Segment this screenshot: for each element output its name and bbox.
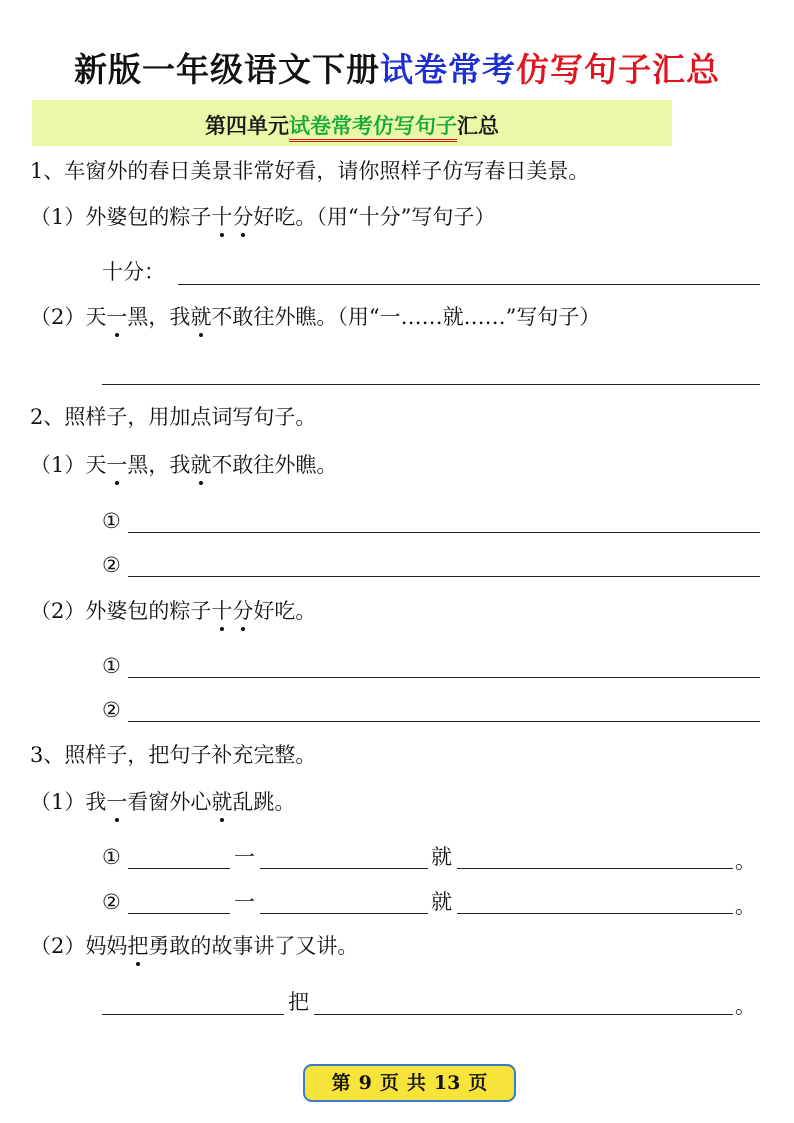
subtitle-part2: 试卷常考仿写句子 xyxy=(289,113,457,142)
subtitle-part3: 汇总 xyxy=(457,113,499,138)
q2-sub1-num: （1） xyxy=(30,453,86,477)
q3-row2-blank-2[interactable] xyxy=(260,913,428,914)
q3-stem: 3、照样子，把句子补充完整。 xyxy=(30,743,317,767)
q2-sub2-num: （2） xyxy=(30,599,86,623)
q3-sub2-period: 。 xyxy=(735,994,756,1018)
q1-sub1-num: （1） xyxy=(30,205,86,229)
footer-ye2: 页 xyxy=(468,1072,488,1094)
q1-answer-label: 十分： xyxy=(102,260,165,284)
subtitle xyxy=(32,110,672,140)
q1-sub2-text-b: 黑，我 xyxy=(127,305,191,329)
q1-sub2-text-a: 天 xyxy=(85,305,107,329)
q3-sub2-blank-2[interactable] xyxy=(314,1014,733,1015)
footer-gong: 共 xyxy=(406,1072,426,1094)
title-part2: 试卷常考 xyxy=(380,50,516,89)
q1-sub2-text-c: 不敢往外瞧。（用“一……就……”写句子） xyxy=(211,305,601,329)
q3-row2-blank-1[interactable] xyxy=(128,913,230,914)
q3-row1-jiu: 就 xyxy=(431,845,452,869)
q1-answer-line-2[interactable] xyxy=(102,384,760,385)
q1-sub1-text-a: 外婆包的粽子 xyxy=(85,205,212,229)
q3-sub2 xyxy=(30,932,358,960)
q3-sub2-dotted-char: 把 xyxy=(127,934,149,958)
footer-ye: 页 xyxy=(379,1072,399,1094)
q3-row2-jiu: 就 xyxy=(431,890,452,914)
q3-sub1-text-c: 乱跳。 xyxy=(232,790,296,814)
q2-sub1-marker-2: ② xyxy=(102,553,121,577)
q2-sub1-text-c: 不敢往外瞧。 xyxy=(211,453,338,477)
q2-sub1-text-b: 黑，我 xyxy=(127,453,191,477)
q1-sub2-num: （2） xyxy=(30,305,86,329)
q2-sub1-answer-line-1[interactable] xyxy=(128,532,760,533)
q3-sub1-dotted-char: 就 xyxy=(211,790,233,814)
q3-sub1-text-b: 看窗外心 xyxy=(127,790,212,814)
q3-marker-1: ① xyxy=(102,845,121,869)
q2-sub1-text-a: 天 xyxy=(85,453,107,477)
q2-sub2-answer-line-1[interactable] xyxy=(128,677,760,678)
q3-sub2-text-b: 勇敢的故事讲了又讲。 xyxy=(148,934,359,958)
q3-row1-yi: 一 xyxy=(234,845,255,869)
q3-row1-blank-3[interactable] xyxy=(457,868,733,869)
q3-sub2-blank-1[interactable] xyxy=(102,1014,284,1015)
q1-sub2 xyxy=(30,303,600,331)
q2-sub2-marker-2: ② xyxy=(102,698,121,722)
title-part1: 新版一年级语文下册 xyxy=(74,50,380,89)
q2-sub2-dotted-char: 十 xyxy=(211,599,233,623)
q2-sub1-marker-1: ① xyxy=(102,509,121,533)
q2-sub2 xyxy=(30,597,316,625)
q2-sub1-dotted-char: 一 xyxy=(106,453,128,477)
q3-sub1-dotted-char: 一 xyxy=(106,790,128,814)
q2-sub1 xyxy=(30,451,337,479)
title-part3: 仿写句子汇总 xyxy=(516,50,720,89)
q2-sub2-dotted-char: 分 xyxy=(232,599,254,623)
q3-row2-yi: 一 xyxy=(234,890,255,914)
q1-sub1-dotted-char: 十 xyxy=(211,205,233,229)
q3-row1-blank-2[interactable] xyxy=(260,868,428,869)
page-indicator xyxy=(303,1064,516,1102)
q3-sub2-num: （2） xyxy=(30,934,86,958)
q1-sub1-text-b: 好吃。（用“十分”写句子） xyxy=(253,205,496,229)
q2-sub1-answer-line-2[interactable] xyxy=(128,576,760,577)
q2-sub2-text-b: 好吃。 xyxy=(253,599,317,623)
q2-sub2-answer-line-2[interactable] xyxy=(128,721,760,722)
subtitle-part1: 第四单元 xyxy=(205,113,289,138)
q3-row1-blank-1[interactable] xyxy=(128,868,230,869)
q3-marker-2: ② xyxy=(102,890,121,914)
total-pages: 13 xyxy=(433,1072,461,1094)
current-page: 9 xyxy=(358,1072,372,1094)
q2-sub2-marker-1: ① xyxy=(102,654,121,678)
q3-row2-period: 。 xyxy=(735,894,756,918)
q3-sub2-text-a: 妈妈 xyxy=(85,934,128,958)
q3-row2-blank-3[interactable] xyxy=(457,913,733,914)
q1-sub1 xyxy=(30,203,495,231)
q1-sub2-dotted-char: 一 xyxy=(106,305,128,329)
q2-stem: 2、照样子，用加点词写句子。 xyxy=(30,405,317,429)
q1-sub2-dotted-char: 就 xyxy=(190,305,212,329)
q3-sub2-ba: 把 xyxy=(288,990,309,1014)
q1-stem: 1、车窗外的春日美景非常好看，请你照样子仿写春日美景。 xyxy=(30,159,590,183)
q3-sub1 xyxy=(30,788,295,816)
q2-sub1-dotted-char: 就 xyxy=(190,453,212,477)
q3-row1-period: 。 xyxy=(735,849,756,873)
page-title xyxy=(0,44,794,91)
footer-di: 第 xyxy=(331,1072,351,1094)
q3-sub1-text-a: 我 xyxy=(85,790,107,814)
q1-answer-line-1[interactable] xyxy=(178,284,760,285)
q1-sub1-dotted-char: 分 xyxy=(232,205,254,229)
q3-sub1-num: （1） xyxy=(30,790,86,814)
q2-sub2-text-a: 外婆包的粽子 xyxy=(85,599,212,623)
